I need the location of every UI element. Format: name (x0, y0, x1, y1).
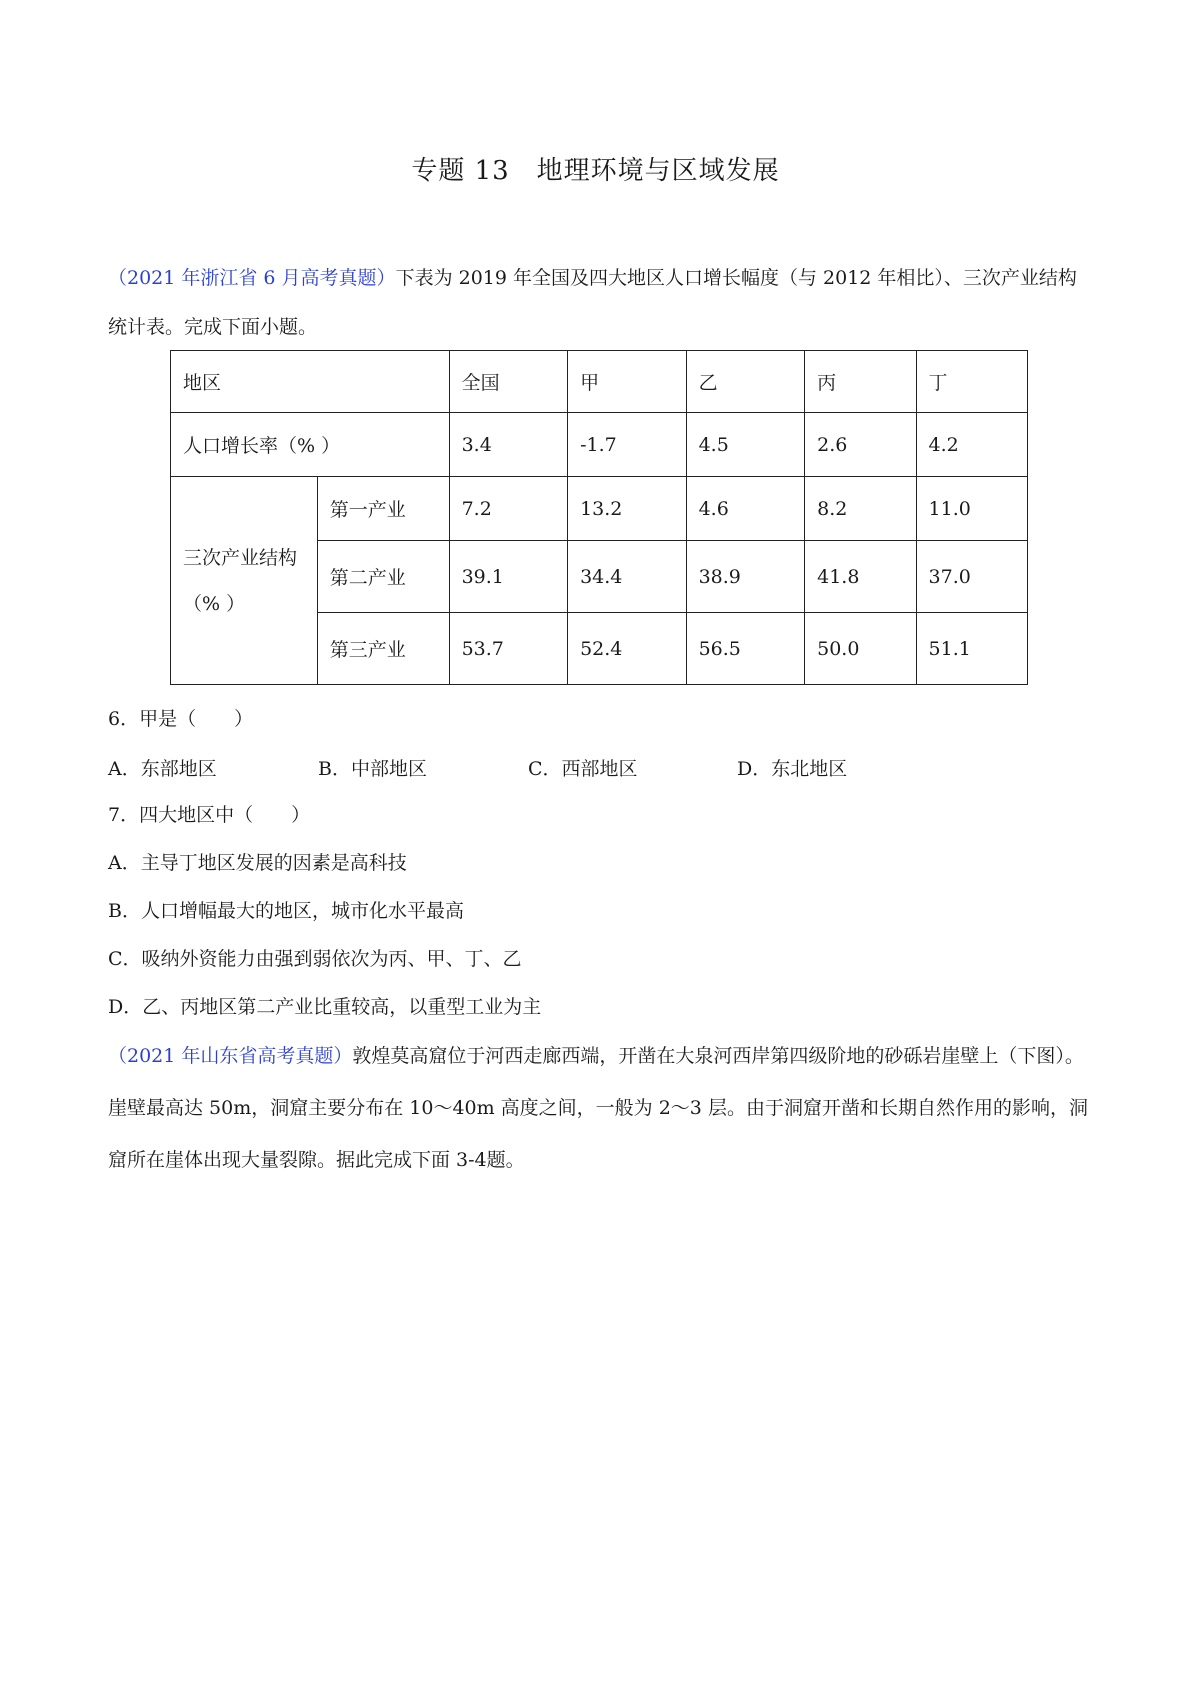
header-cell: 丁 (916, 351, 1027, 413)
intro-paragraph-2 (108, 1030, 1088, 1186)
table-cell: 7.2 (449, 477, 568, 541)
table-cell: 37.0 (916, 541, 1027, 613)
table-cell: 4.2 (916, 413, 1027, 477)
table-cell: 4.5 (686, 413, 805, 477)
intro-text: 下表为 2019 年全国及四大地区人口增长幅度（与 2012 年相比）、三次产业结构统计表。完成下面小题。 (108, 267, 1077, 338)
table-cell: 50.0 (805, 613, 916, 685)
header-cell: 乙 (686, 351, 805, 413)
table-cell: 13.2 (568, 477, 687, 541)
question-6-stem: 6．甲是（ ） (108, 708, 254, 730)
q6-option-a: A．东部地区 (108, 758, 217, 780)
q6-option-d: D．东北地区 (737, 758, 848, 780)
q7-option-a: A．主导丁地区发展的因素是高科技 (108, 852, 407, 874)
source-tag: （2021 年浙江省 6 月高考真题） (108, 267, 396, 289)
statistics-table (170, 350, 1028, 685)
table-cell: 38.9 (686, 541, 805, 613)
header-cell: 全国 (449, 351, 568, 413)
table-cell: 2.6 (805, 413, 916, 477)
table-cell: 8.2 (805, 477, 916, 541)
table-cell: 39.1 (449, 541, 568, 613)
intro-paragraph-1 (108, 254, 1088, 352)
question-7-stem: 7．四大地区中（ ） (108, 804, 311, 826)
table-cell: 34.4 (568, 541, 687, 613)
row-label: 第一产业 (317, 477, 449, 541)
table-cell: 3.4 (449, 413, 568, 477)
group-label: 三次产业结构（% ） (171, 477, 318, 685)
table-cell: 56.5 (686, 613, 805, 685)
row-label: 第二产业 (317, 541, 449, 613)
row-label: 第三产业 (317, 613, 449, 685)
page-title: 专题 13 地理环境与区域发展 (411, 156, 780, 186)
intro-text: 敦煌莫高窟位于河西走廊西端，开凿在大泉河西岸第四级阶地的砂砾岩崖壁上（下图）。崖壁最高达 50m，洞窟主要分布在 10～40m 高度之间，一般为 2～3 层。由于洞窟开凿和长期自然作用的影响，洞窟所在崖体出现大量裂隙。据此完成下面 3-4题。 (108, 1045, 1088, 1171)
source-tag: （2021 年山东省高考真题） (108, 1045, 353, 1067)
q7-option-b: B．人口增幅最大的地区，城市化水平最高 (108, 900, 464, 922)
header-cell: 丙 (805, 351, 916, 413)
table-row (171, 477, 1028, 541)
table-cell: 11.0 (916, 477, 1027, 541)
header-cell: 地区 (171, 351, 450, 413)
table-header-row (171, 351, 1028, 413)
table-cell: 52.4 (568, 613, 687, 685)
table-cell: 4.6 (686, 477, 805, 541)
row-label: 人口增长率（% ） (171, 413, 450, 477)
q7-option-c: C．吸纳外资能力由强到弱依次为丙、甲、丁、乙 (108, 948, 522, 970)
table-cell: 41.8 (805, 541, 916, 613)
table-row (171, 413, 1028, 477)
q6-option-b: B．中部地区 (318, 758, 427, 780)
table-cell: 51.1 (916, 613, 1027, 685)
table-cell: -1.7 (568, 413, 687, 477)
table-cell: 53.7 (449, 613, 568, 685)
header-cell: 甲 (568, 351, 687, 413)
q6-option-c: C．西部地区 (528, 758, 638, 780)
q7-option-d: D．乙、丙地区第二产业比重较高，以重型工业为主 (108, 996, 542, 1018)
